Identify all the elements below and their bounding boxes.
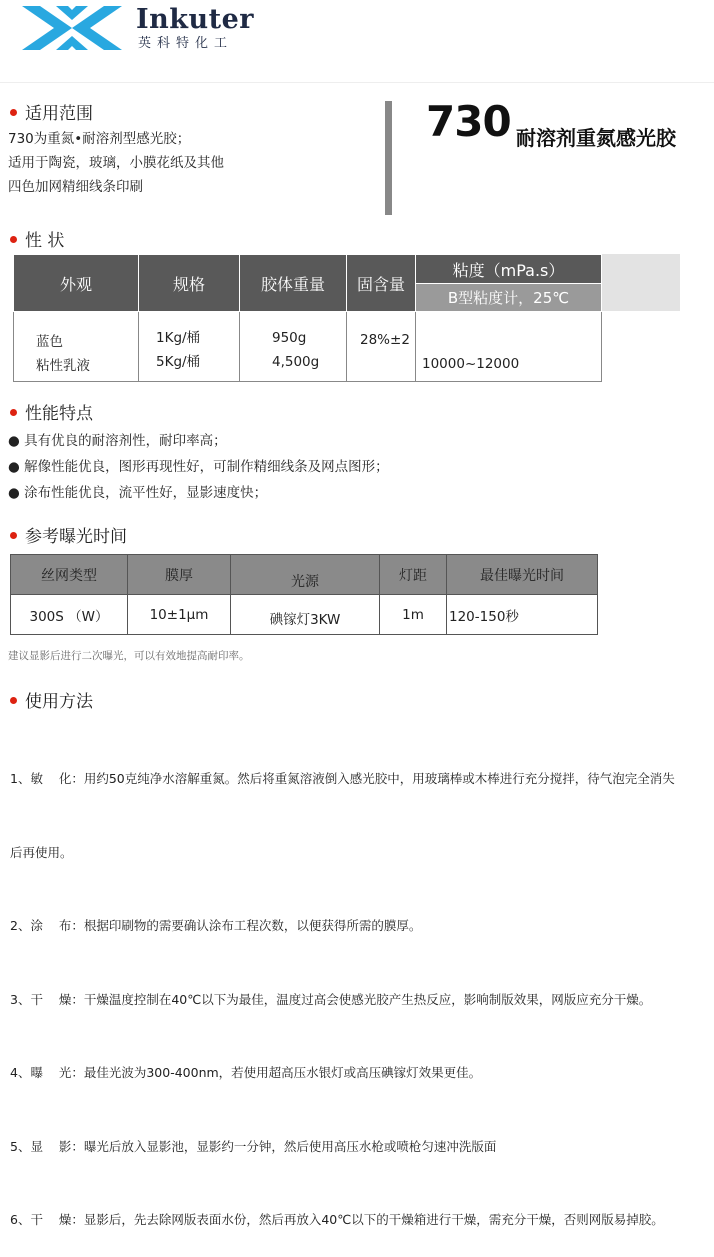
list-item: 1、敏 化：用约50克纯净水溶解重氮。然后将重氮溶液倒入感光胶中，用玻璃棒或木棒进行充分搅拌，待气泡完全消失 xyxy=(10,771,675,786)
col-distance: 灯距 xyxy=(380,555,447,595)
scope-heading: 适用范围 xyxy=(10,99,93,124)
inkuter-logo-icon xyxy=(22,6,122,50)
col-spec: 规格 xyxy=(139,255,240,312)
exposure-table xyxy=(10,554,598,635)
header-divider xyxy=(0,82,714,83)
cell-weight: 950g 4,500g xyxy=(240,312,347,382)
features-heading: 性能特点 xyxy=(10,399,93,424)
col-viscosity-sub: B型粘度计，25℃ xyxy=(416,284,602,312)
col-thickness: 膜厚 xyxy=(128,555,231,595)
col-viscosity: 粘度（mPa.s） xyxy=(416,255,602,284)
bullet-dot-icon xyxy=(10,409,17,416)
list-item: 后再使用。 xyxy=(10,844,73,860)
col-appearance: 外观 xyxy=(14,255,139,312)
cell-thickness: 10±1μm xyxy=(128,595,231,635)
properties-table xyxy=(13,254,602,382)
cell-exposure-time: 120-150秒 xyxy=(447,595,598,635)
list-item: 5、显 影：曝光后放入显影池，显影约一分钟，然后使用高压水枪或喷枪匀速冲洗版面 xyxy=(10,1138,497,1154)
col-weight: 胶体重量 xyxy=(240,255,347,312)
bullet-dot-icon xyxy=(10,236,17,243)
col-screen-type: 丝网类型 xyxy=(11,555,128,595)
brand-name: Inkuter xyxy=(136,4,254,35)
cell-solid: 28%±2 xyxy=(347,312,416,382)
cell-distance: 1m xyxy=(380,595,447,635)
col-exposure-time: 最佳曝光时间 xyxy=(447,555,598,595)
cell-viscosity: 10000~12000 xyxy=(416,312,602,382)
list-item: ● 涂布性能优良，流平性好，显影速度快； xyxy=(8,485,268,501)
product-name: 耐溶剂重氮感光胶 xyxy=(516,126,676,150)
usage-steps xyxy=(10,718,710,1257)
list-item: 6、干 燥：显影后，先去除网版表面水份，然后再放入40℃以下的干燥箱进行干燥，需充分干燥，否则网版易掉胶。 xyxy=(10,1212,664,1227)
cell-screen-type: 300S （W） xyxy=(11,595,128,635)
title-divider-bar xyxy=(385,101,392,215)
cell-appearance: 蓝色 粘性乳液 xyxy=(14,312,139,382)
properties-heading: 性 状 xyxy=(10,226,64,251)
list-item: ● 解像性能优良，图形再现性好，可制作精细线条及网点图形； xyxy=(8,459,389,475)
list-item: 4、曝 光：最佳光波为300-400nm，若使用超高压水银灯或高压碘镓灯效果更佳。 xyxy=(10,1065,482,1080)
usage-heading: 使用方法 xyxy=(10,687,93,712)
cell-light-source: 碘镓灯3KW xyxy=(231,595,380,635)
list-item: 2、涂 布：根据印刷物的需要确认涂布工程次数，以便获得所需的膜厚。 xyxy=(10,918,422,933)
col-solid: 固含量 xyxy=(347,255,416,312)
scope-text: 730为重氮•耐溶剂型感光胶； 适用于陶瓷，玻璃，小膜花纸及其他 四色加网精细线条印刷 xyxy=(8,131,224,195)
col-light-source: 光源 xyxy=(231,555,380,595)
bullet-dot-icon xyxy=(10,697,17,704)
exposure-heading: 参考曝光时间 xyxy=(10,522,127,547)
bullet-dot-icon xyxy=(10,109,17,116)
exposure-note: 建议显影后进行二次曝光，可以有效地提高耐印率。 xyxy=(8,650,250,662)
cell-spec: 1Kg/桶 5Kg/桶 xyxy=(139,312,240,382)
product-number: 730 xyxy=(426,97,511,146)
list-item: ● 具有优良的耐溶剂性，耐印率高； xyxy=(8,433,227,449)
table-extension-bar xyxy=(602,254,680,311)
features-list xyxy=(8,428,389,506)
brand-subtitle: 英科特化工 xyxy=(138,36,234,51)
list-item: 3、干 燥：干燥温度控制在40℃以下为最佳，温度过高会使感光胶产生热反应，影响制版效果，网版应充分干燥。 xyxy=(10,991,652,1007)
bullet-dot-icon xyxy=(10,532,17,539)
